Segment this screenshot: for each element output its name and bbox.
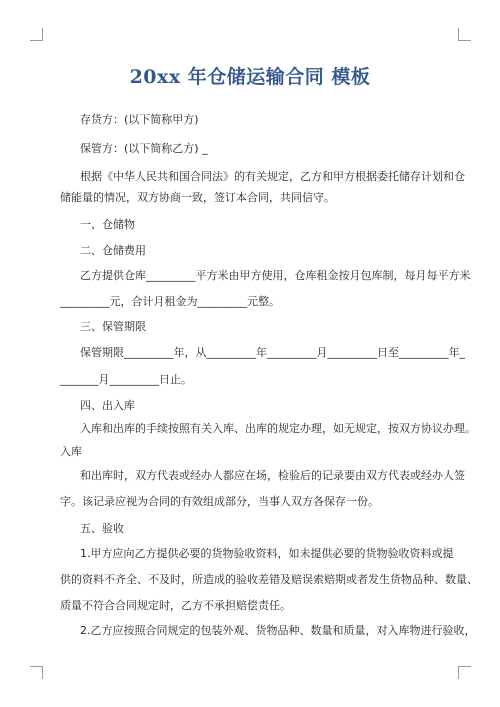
- paragraph-line: _________元，合计月租金为_________元整。: [60, 295, 280, 308]
- paragraph-line: 字。该记录应视为合同的有效组成部分，当事人双方各保存一份。: [60, 495, 379, 508]
- paragraph-line: 乙方提供仓库_________平方米由甲方使用，仓库租金按月包库制，每月每平方米: [80, 269, 471, 282]
- paragraph-line: 供的资料不齐全、不及时，所造成的验收差错及赔误索赔期或者发生货物品种、数量、: [60, 573, 478, 586]
- section-heading: 四、出入库: [80, 399, 135, 412]
- paragraph-line: 2.乙方应按照合同规定的包装外观、货物品种、数量和质量，对入库物进行验收，: [80, 624, 476, 637]
- section-heading: 一、仓储物: [80, 218, 135, 231]
- paragraph-line: 保管方：(以下简称乙方) _: [80, 142, 208, 155]
- paragraph-line: 保管期限_________年，从_________年_________月_________日至_________年_: [80, 346, 465, 359]
- section-heading: 三、保管期限: [80, 320, 146, 333]
- crop-mark-bottom-right: [458, 666, 471, 679]
- section-heading: 二、仓储费用: [80, 244, 146, 257]
- paragraph-line: 质量不符合合同规定时，乙方不承担赔偿责任。: [60, 599, 291, 612]
- crop-mark-top-right: [458, 28, 471, 41]
- crop-mark-bottom-left: [30, 666, 43, 679]
- paragraph-line: 根据《中华人民共和国合同法》的有关规定，乙方和甲方根据委托储存计划和仓: [80, 170, 465, 183]
- paragraph-line: 1.甲方应向乙方提供必要的货物验收资料，如未提供必要的货物验收资料或提: [80, 547, 454, 560]
- paragraph-line: 存货方：(以下简称甲方): [80, 113, 199, 126]
- paragraph-line: 储能量的情况，双方协商一致，签订本合同，共同信守。: [60, 191, 335, 204]
- paragraph-line: _______月_________日止。: [60, 373, 192, 386]
- paragraph-line: 入库: [60, 445, 82, 458]
- section-heading: 五、验收: [80, 522, 124, 535]
- paragraph-line: 入库和出库的手续按照有关入库、出库的规定办理，如无规定，按双方协议办理。: [80, 422, 476, 435]
- document-title: 20xx 年仓储运输合同 模板: [129, 66, 371, 88]
- crop-mark-top-left: [30, 28, 43, 41]
- paragraph-line: 和出库时，双方代表或经办人都应在场，检验后的记录要由双方代表或经办人签: [80, 469, 465, 482]
